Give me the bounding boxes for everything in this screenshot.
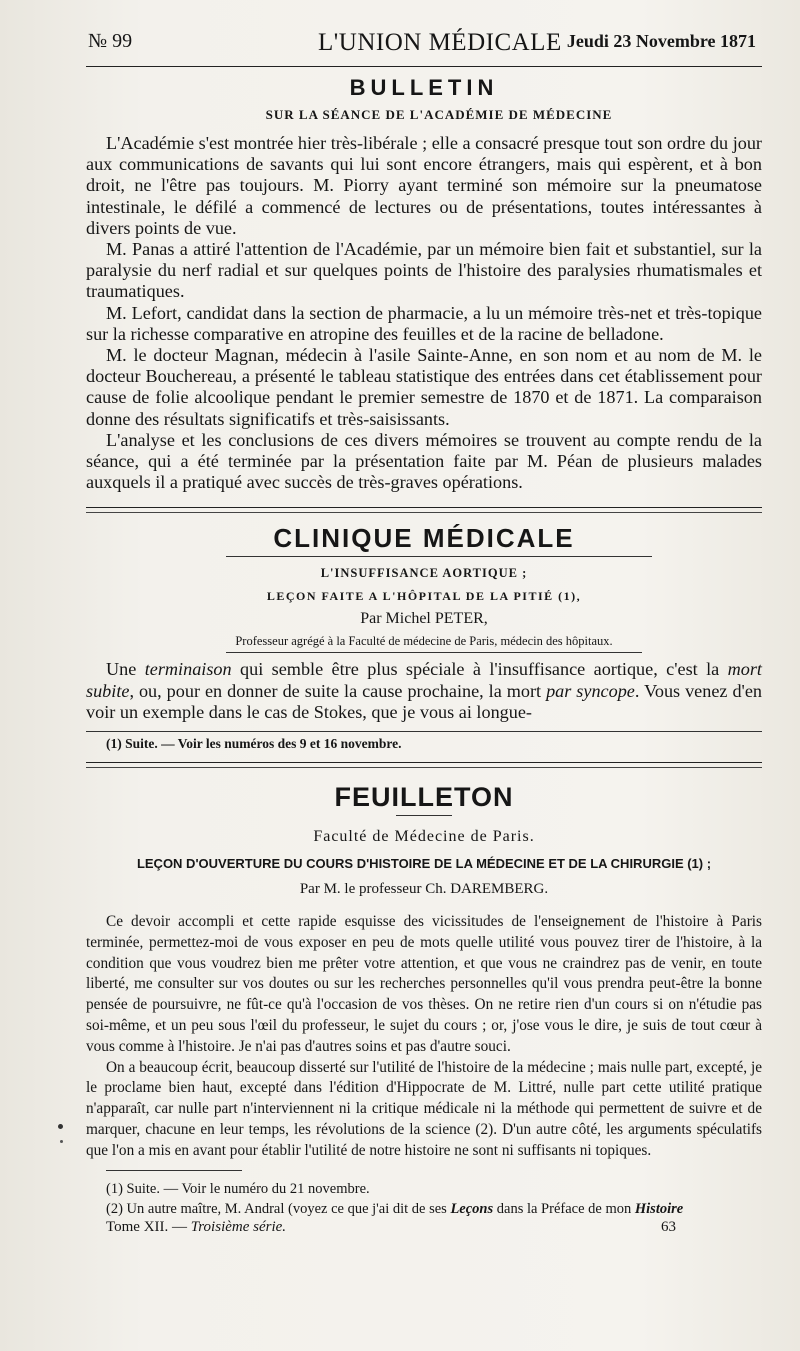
bulletin-subtitle: SUR LA SÉANCE DE L'ACADÉMIE DE MÉDECINE (265, 107, 613, 122)
text-run: dans la Préface de mon (493, 1200, 635, 1217)
feuilleton-faculty: Faculté de Médecine de Paris. (313, 828, 535, 846)
ink-spot (58, 1124, 63, 1129)
page-header (86, 26, 762, 67)
emphasis-run: Histoire (634, 1200, 684, 1217)
clinique-affiliation: Professeur agrégé à la Faculté de médecine de Paris, médecin des hôpitaux. (235, 634, 613, 649)
feuilleton-author: Par M. le professeur Ch. DAREMBERG. (299, 881, 549, 898)
text-run: (2) Un autre maître, M. Andral (voyez ce que j'ai dit de ses (106, 1200, 451, 1217)
clinique-subject: L'INSUFFISANCE AORTIQUE ; (320, 566, 528, 581)
affiliation-rule (226, 652, 642, 653)
journal-title: L'UNION MÉDICALE (318, 29, 562, 56)
emphasis-run: Leçons (450, 1200, 494, 1217)
feuilleton-footnotes (106, 1179, 762, 1219)
section-divider (86, 762, 762, 768)
text-run: Une (106, 659, 145, 680)
bulletin-body (86, 133, 762, 493)
bulletin-title: BULLETIN (349, 75, 499, 100)
emphasis-run: par syncope (546, 680, 635, 701)
footnote-rule (106, 1170, 242, 1171)
bulletin-paragraph: M. Lefort, candidat dans la section de pharmacie, a lu un mémoire très-net et très-topique sur la richesse comparative en atropine des feuilles et de la racine de belladone. (86, 302, 762, 344)
clinique-lecon: LEÇON FAITE A L'HÔPITAL DE LA PITIÉ (1), (266, 589, 582, 604)
clinique-title: CLINIQUE MÉDICALE (273, 523, 575, 554)
page-number: 63 (661, 1218, 676, 1235)
bulletin-paragraph: M. le docteur Magnan, médecin à l'asile Sainte-Anne, en son nom et au nom de M. le docteur Bouchereau, a présenté le tableau statistique des entrées dans cet établissement pour cause de folie alcoolique pendant le premier semestre de 1870 et de 1871. La comparaison donne des résultats significatifs et très-saisissants. (86, 345, 762, 429)
ink-spot (60, 1140, 63, 1143)
clinique-paragraph (86, 659, 762, 723)
issue-number: № 99 (88, 30, 133, 52)
feuilleton-body (86, 912, 762, 1162)
bulletin-paragraph: M. Panas a attiré l'attention de l'Académie, par un mémoire bien fait et substantiel, sur la paralysie du nerf radial et sur quelques points de l'histoire des paralysies rhumatismales et traumatiques. (86, 239, 762, 302)
clinique-author: Par Michel PETER, (360, 610, 488, 628)
bulletin-paragraph: L'Académie s'est montrée hier très-libérale ; elle a consacré presque tout son ordre du jour aux communications de savants qui lui sont encore étrangers, mais qui espèrent, et à bon droit, ne l'être pas toujours. M. Piorry ayant terminé son mémoire sur la pneumatose intestinale, le défilé a commencé de lectures ou de présentations, toutes intéressantes à divers points de vue. (86, 133, 762, 238)
footnote-1: (1) Suite. — Voir le numéro du 21 novembre. (106, 1180, 370, 1197)
section-divider (86, 507, 762, 513)
emphasis-run: terminaison (144, 659, 232, 680)
feuilleton-paragraph: On a beaucoup écrit, beaucoup disserté sur l'utilité de l'histoire de la médecine ; mais nulle part, excepté, je le proclame bien haut, excepté dans l'édition d'Hippocrate de M. Littré, nulle part cette utilité pratique n'apparaît, car nulle part n'interviennent ni la critique médicale ni la méthode qui permettent de suivre et de marquer, chacune en leur temps, les révolutions de la science (2). D'un autre côté, les arguments spéculatifs que l'on a mis en avant pour établir l'utilité de notre histoire ne sont ni suffisants ni topiques. (86, 1058, 762, 1159)
feuilleton-lecon: LEÇON D'OUVERTURE DU COURS D'HISTOIRE DE LA MÉDECINE ET DE LA CHIRURGIE (1) ; (136, 856, 712, 872)
feuilleton-section (86, 784, 762, 1239)
title-rule (396, 815, 452, 816)
text-run: . Vous venez d'en voir un exemple dans le cas de Stokes, que je vous ai longue- (86, 680, 762, 722)
bulletin-paragraph: L'analyse et les conclusions de ces divers mémoires se trouvent au compte rendu de la séance, qui a été terminée par la présentation faite par M. Péan de plusieurs malades auxquels il a pratiqué avec succès de très-graves opérations. (86, 429, 762, 493)
tome-label (106, 1219, 286, 1236)
footnote-2 (106, 1199, 762, 1219)
footnote-rule (86, 731, 762, 732)
title-rule (226, 556, 652, 557)
feuilleton-paragraph: Ce devoir accompli et cette rapide esquisse des vicissitudes de l'enseignement de l'histoire à Paris terminée, permettez-moi de vous exposer en peu de mots quelle utilité vous pouvez tirer de l'histoire, à la condition que vous voudrez bien me prêter votre attention, et que vous ne craindrez pas de venir, en toute liberté, me consulter sur vos doutes ou sur les recherches personnelles qu'il vous prendra peut-être la bonne pensée de poursuivre, ne fût-ce qu'à l'occasion de vos thèses. On ne retire rien d'un cours si on n'étudie pas soi-même, et un peu sous l'œil du professeur, le sujet du cours ; or, j'ose vous le dire, je suis de tout cœur à vous comme à l'histoire. Je n'ai pas d'autres soins et pas d'autre souci. (86, 913, 762, 1055)
emphasis-run: mort subite (86, 659, 762, 701)
clinique-section (86, 525, 762, 752)
bulletin-section (86, 77, 762, 493)
clinique-body (86, 659, 762, 723)
tome-prefix: Tome XII. — (106, 1218, 191, 1235)
tome-series: Troisième série. (190, 1218, 287, 1235)
clinique-footnote: (1) Suite. — Voir les numéros des 9 et 16 novembre. (106, 736, 402, 752)
page-footer (86, 1219, 762, 1239)
feuilleton-title: FEUILLETON (334, 782, 514, 813)
text-run: qui semble être plus spéciale à l'insuffisance aortique, c'est la (231, 659, 728, 680)
text-run: , ou, pour en donner de suite la cause prochaine, la mort (129, 680, 547, 701)
issue-date: Jeudi 23 Novembre 1871 (566, 31, 756, 51)
